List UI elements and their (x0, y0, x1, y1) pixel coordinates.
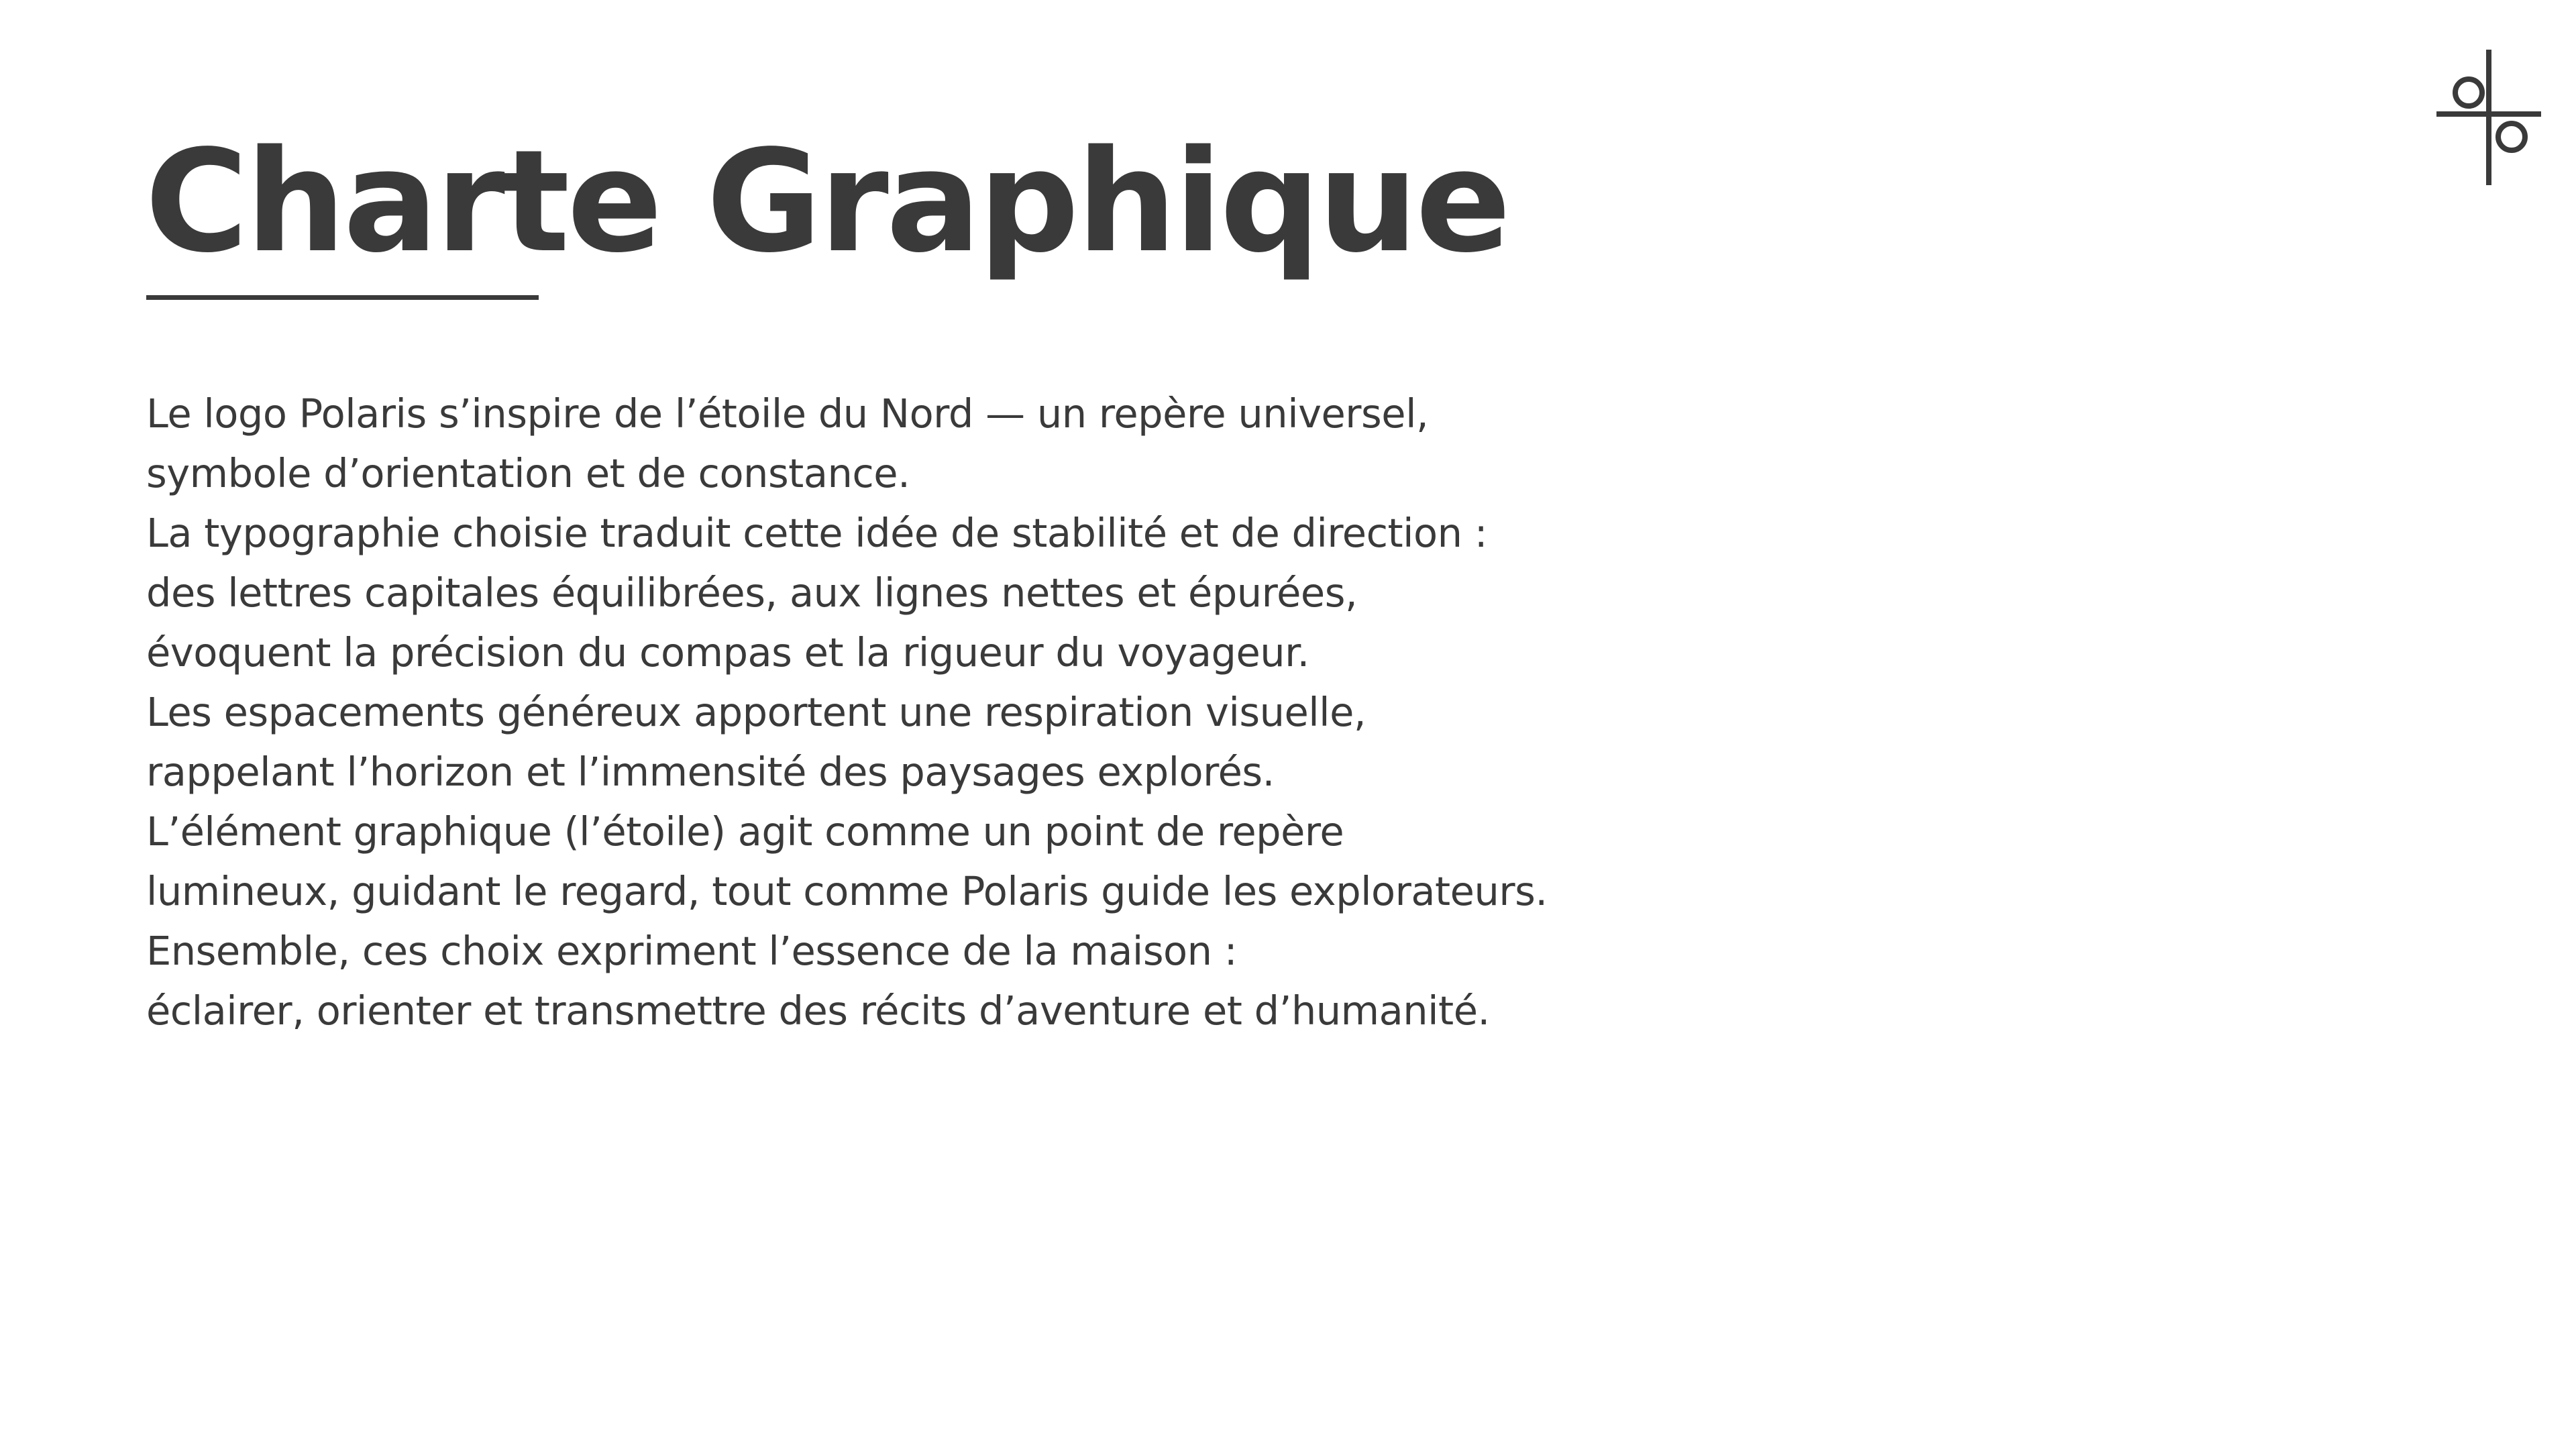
body-line: La typographie choisie traduit cette idée de stabilité et de direction : (146, 510, 1488, 556)
body-line: évoquent la précision du compas et la rigueur du voyageur. (146, 629, 1309, 676)
title-underline (146, 295, 539, 300)
body-line: Ensemble, ces choix expriment l’essence de la maison : (146, 928, 1238, 974)
polaris-cross-circles-icon (2435, 47, 2542, 188)
page-title: Charte Graphique (145, 119, 1509, 284)
body-line: Le logo Polaris s’inspire de l’étoile du Nord — un repère universel, (146, 390, 1429, 437)
body-line: des lettres capitales équilibrées, aux lignes nettes et épurées, (146, 570, 1358, 616)
body-paragraph (146, 384, 1548, 1040)
body-line: éclairer, orienter et transmettre des récits d’aventure et d’humanité. (146, 987, 1490, 1034)
body-line: L’élément graphique (l’étoile) agit comme un point de repère (146, 808, 1344, 855)
body-line: lumineux, guidant le regard, tout comme Polaris guide les explorateurs. (146, 868, 1548, 914)
body-line: rappelant l’horizon et l’immensité des paysages explorés. (146, 749, 1275, 795)
body-line: symbole d’orientation et de constance. (146, 450, 910, 496)
body-line: Les espacements généreux apportent une respiration visuelle, (146, 689, 1366, 735)
